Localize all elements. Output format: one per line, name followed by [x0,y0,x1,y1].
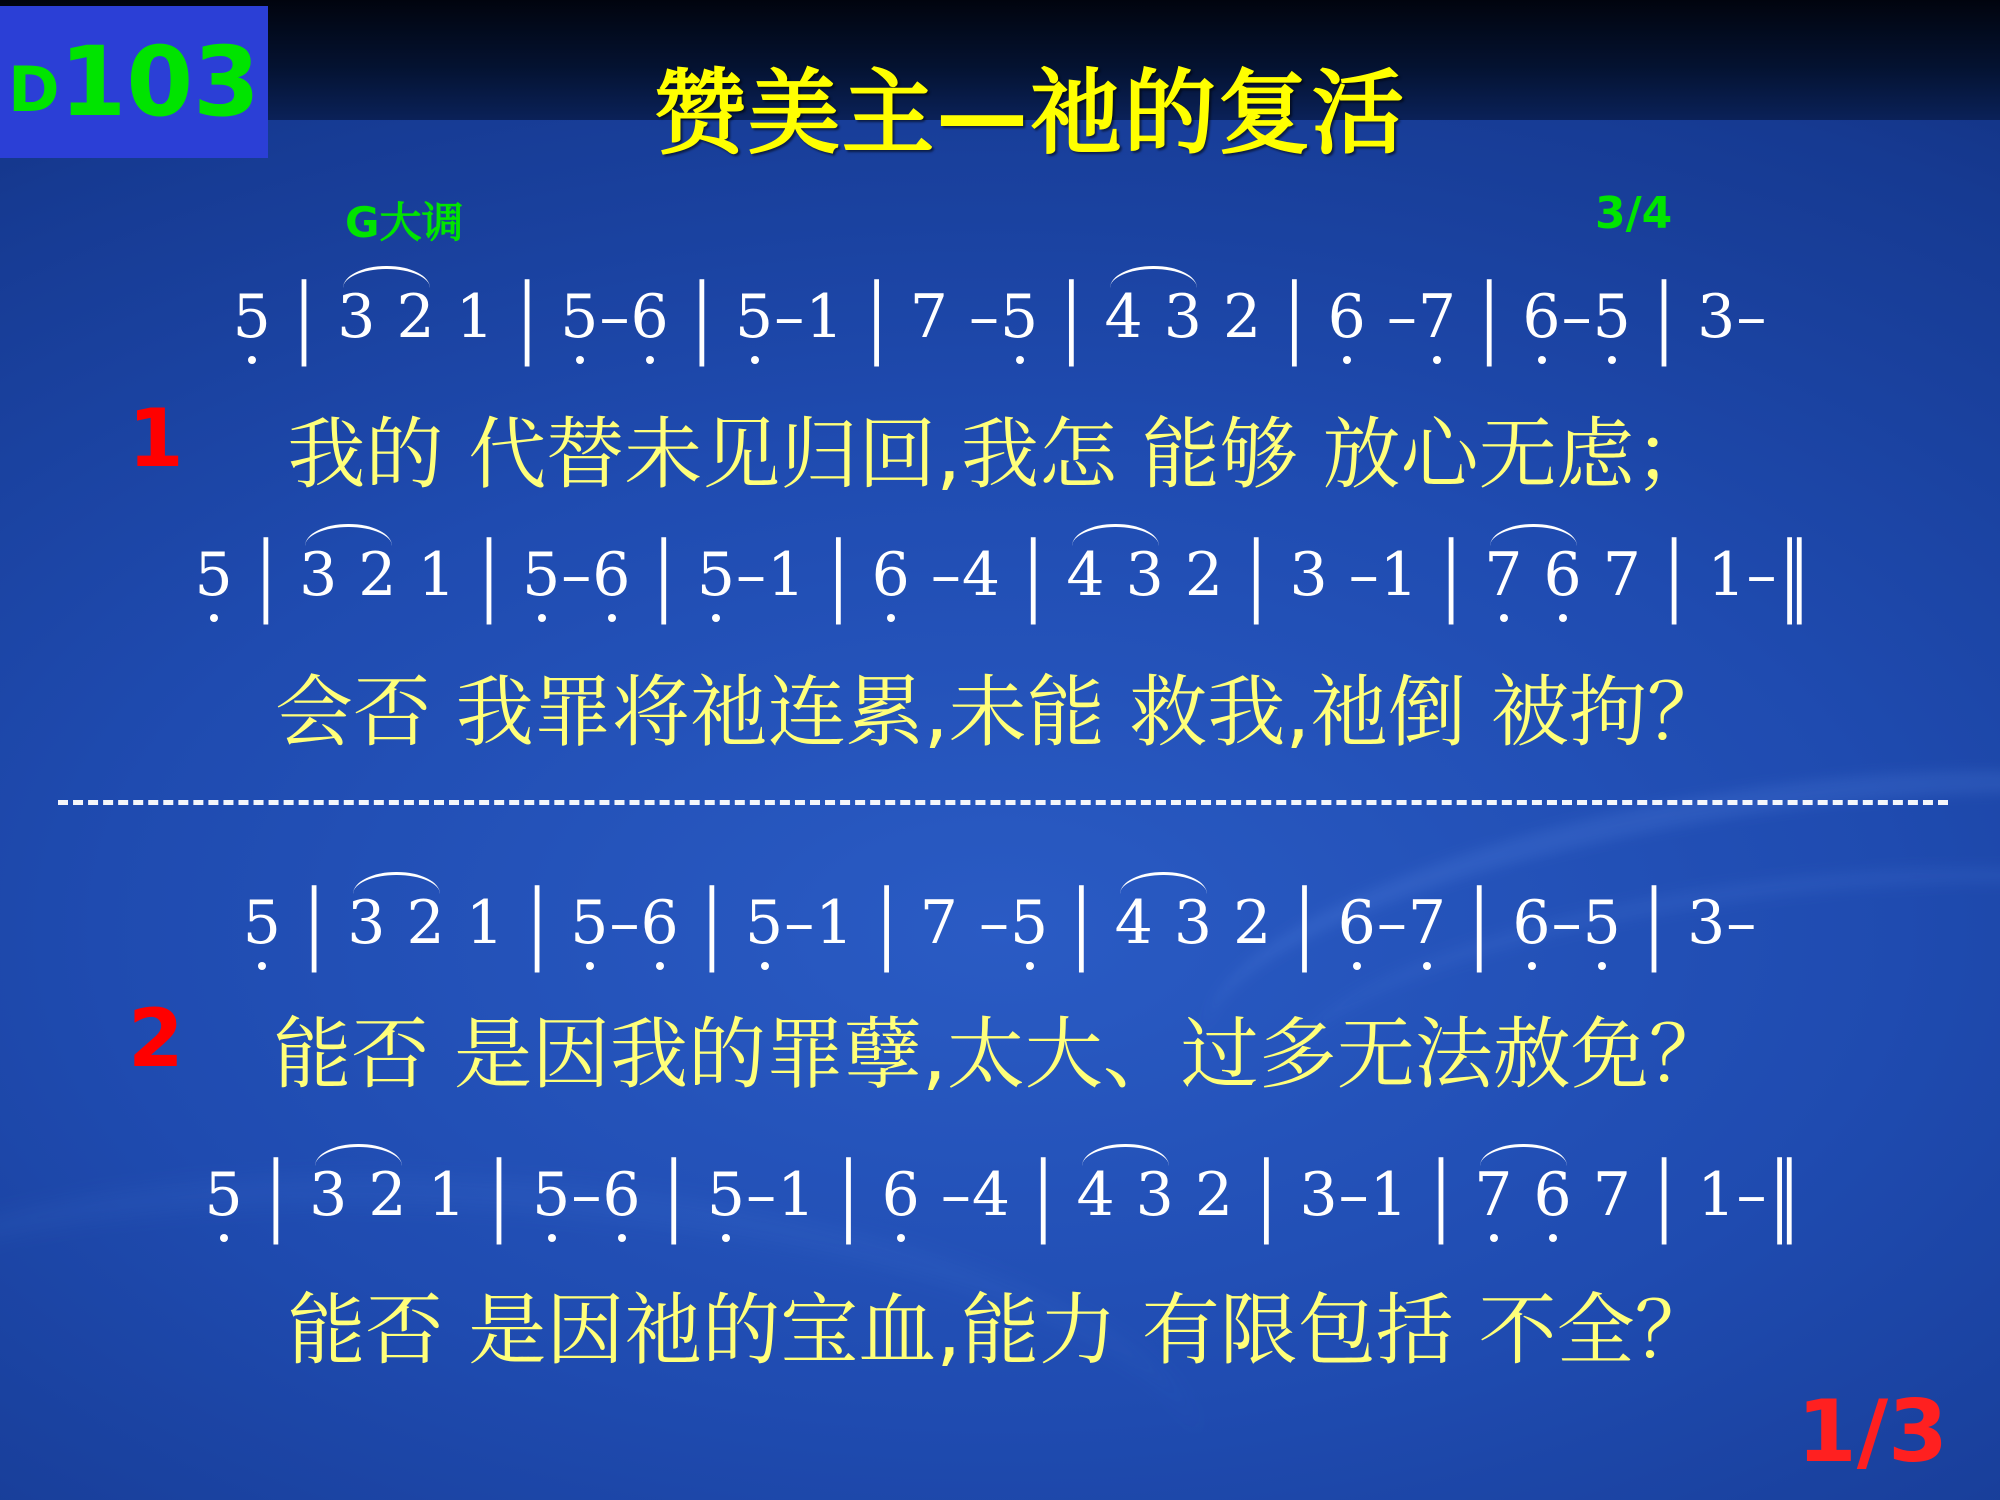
lyric-line-4: 能否 是因祂的宝血,能力 有限包括 不全？ [287,1286,1713,1376]
hymn-number-badge [0,6,268,158]
key-signature-label: G大调 [345,198,464,247]
time-signature-label: 3/4 [1595,188,1673,239]
lyric-line-1: 我的 代替未见归回,我怎 能够 放心无虑； [287,410,1713,500]
notation-line-1: 5 | 3 2 1 | 5–6 | 5–1 | 7 –5 | 4 3 2 | 6 –7 | 6–5 | 3– [232,266,1768,368]
lyric-line-3: 能否 是因我的罪孽,太大、过多无法赦免？ [273,1010,1727,1100]
lyric-line-2: 会否 我罪将祂连累,未能 救我,祂倒 被拘？ [275,668,1725,758]
section-divider [58,800,1948,805]
verse-number-2: 2 [128,992,184,1085]
notation-line-4: 5 | 3 2 1 | 5–6 | 5–1 | 6 –4 | 4 3 2 | 3–1 | 7 6 7 | 1–‖ [204,1144,1794,1246]
page-indicator: 1/3 [1796,1382,1948,1482]
notation-line-3: 5 | 3 2 1 | 5–6 | 5–1 | 7 –5 | 4 3 2 | 6–7 | 6–5 | 3– [242,872,1758,974]
hymn-badge-prefix: D [8,53,60,126]
page-title: 赞美主—祂的复活 [653,59,1406,167]
verse-number-1: 1 [128,392,184,485]
hymn-badge-number: 103 [59,26,260,138]
notation-line-2: 5 | 3 2 1 | 5–6 | 5–1 | 6 –4 | 4 3 2 | 3 –1 | 7 6 7 | 1–‖ [194,524,1804,626]
